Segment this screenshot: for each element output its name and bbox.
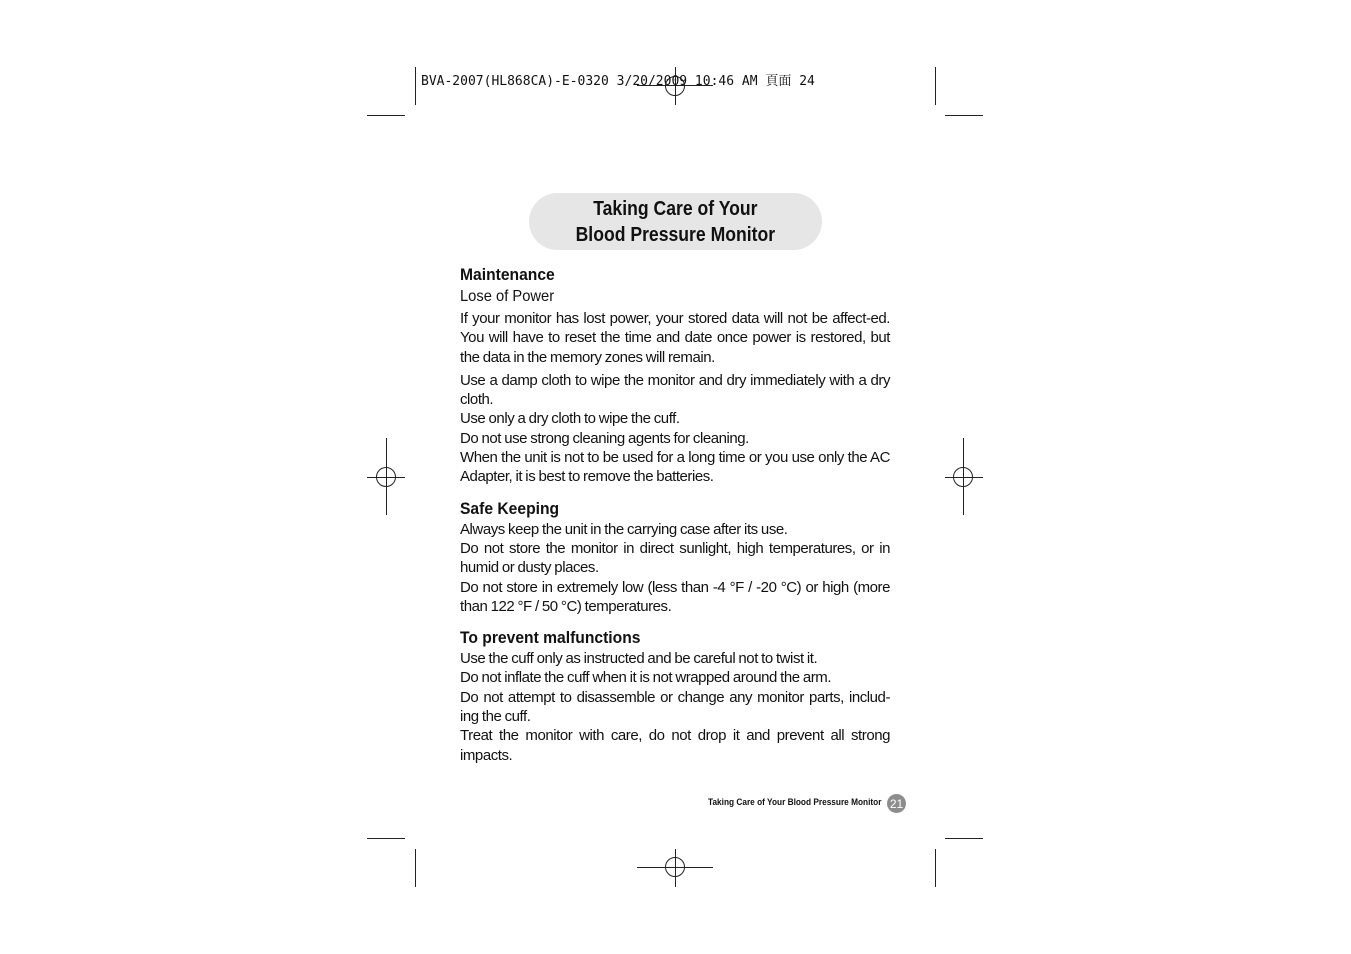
safe-keeping-heading: Safe Keeping bbox=[460, 498, 560, 518]
main-content bbox=[460, 264, 890, 765]
paragraph: Use a damp cloth to wipe the monitor and dry immediately with a dry cloth. bbox=[460, 371, 890, 409]
page-title bbox=[529, 193, 822, 250]
paragraph: Treat the monitor with care, do not drop it and prevent all strong impacts. bbox=[460, 727, 890, 764]
paragraph: Always keep the unit in the carrying case after its use. bbox=[460, 520, 788, 538]
paragraph: Do not attempt to disassemble or change any monitor parts, includ-ing the cuff. bbox=[460, 688, 890, 726]
crop-mark bbox=[945, 838, 983, 839]
paragraph: Do not inflate the cuff when it is not wrapped around the arm. bbox=[460, 669, 832, 687]
page-number-badge: 21 bbox=[887, 794, 906, 813]
page-title-line-1: Taking Care of Your bbox=[593, 197, 758, 220]
page-title-line-2: Blood Pressure Monitor bbox=[575, 223, 776, 246]
registration-circle-icon bbox=[665, 857, 685, 877]
crop-mark bbox=[367, 115, 405, 116]
maintenance-heading: Maintenance bbox=[460, 265, 555, 284]
crop-mark bbox=[415, 67, 416, 105]
crop-mark bbox=[935, 849, 936, 887]
print-slug: BVA-2007(HL868CA)-E-0320 3/20/2009 10:46 AM 頁面 24 bbox=[421, 74, 815, 89]
paragraph: If your monitor has lost power, your stored data will not be affect-ed. You will have to reset the time and date once power is restored, but the data in the memory zones will remain. bbox=[460, 310, 890, 366]
registration-circle-icon bbox=[953, 467, 973, 487]
paragraph: Do not use strong cleaning agents for cleaning. bbox=[460, 429, 749, 447]
crop-mark bbox=[935, 67, 936, 105]
paragraph: When the unit is not to be used for a long time or you use only the AC Adapter, it is best to remove the batteries. bbox=[460, 449, 890, 486]
running-footer: Taking Care of Your Blood Pressure Monitor bbox=[708, 797, 882, 807]
crop-mark bbox=[415, 849, 416, 887]
lose-of-power-subheading: Lose of Power bbox=[460, 288, 555, 305]
crop-mark bbox=[945, 115, 983, 116]
registration-circle-icon bbox=[376, 467, 396, 487]
paragraph: Use the cuff only as instructed and be careful not to twist it. bbox=[460, 650, 818, 668]
malfunctions-heading: To prevent malfunctions bbox=[460, 628, 641, 648]
paragraph: Use only a dry cloth to wipe the cuff. bbox=[460, 410, 680, 428]
paragraph: Do not store the monitor in direct sunlight, high temperatures, or in humid or dusty places. bbox=[460, 539, 890, 577]
crop-mark bbox=[367, 838, 405, 839]
paragraph: Do not store in extremely low (less than -4 °F / -20 °C) or high (more than 122 °F / 50 °C) temperatures. bbox=[460, 578, 890, 615]
